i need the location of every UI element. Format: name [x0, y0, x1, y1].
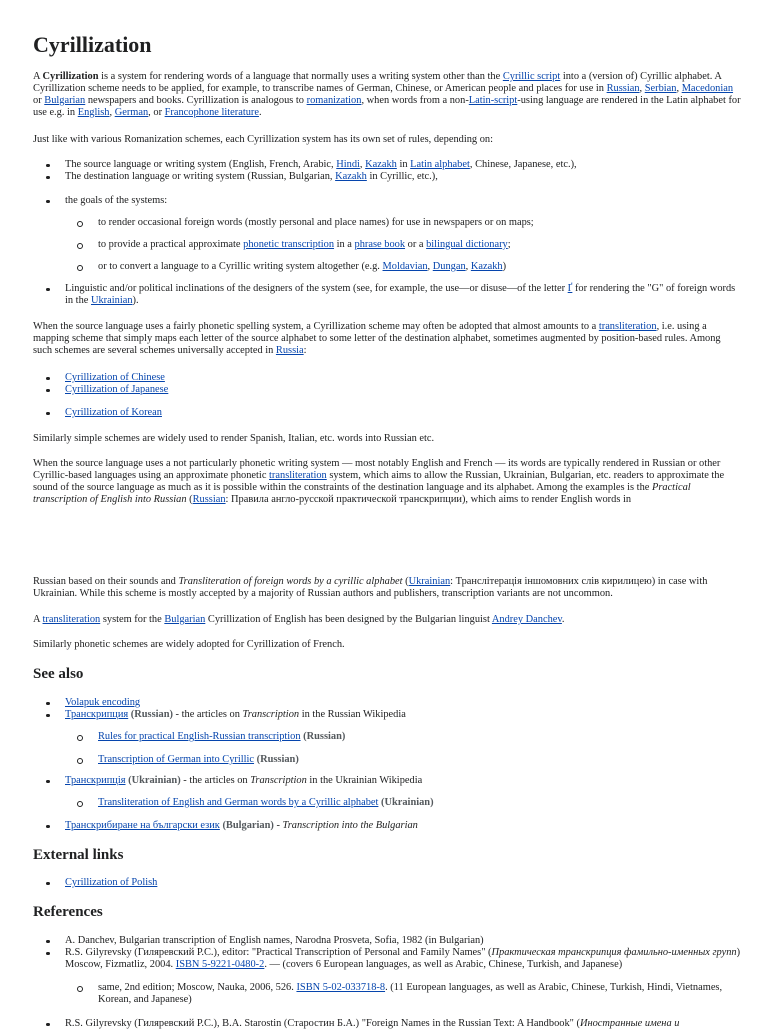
- text: or a: [405, 239, 427, 250]
- language-tag: (Bulgarian): [219, 820, 274, 831]
- goals-list: [33, 239, 741, 251]
- text: ): [502, 261, 507, 272]
- link-bulgarian[interactable]: Bulgarian: [164, 614, 206, 625]
- text: ,: [359, 159, 366, 170]
- link-cyrillization-of-korean[interactable]: Cyrillization of Korean: [65, 407, 162, 418]
- link-russian[interactable]: Russian: [606, 83, 640, 94]
- link-english[interactable]: English: [77, 107, 110, 118]
- language-tag: (Russian): [300, 731, 346, 742]
- rules-intro-paragraph: Just like with various Romanization schemes, each Cyrillization system has its own set of rules, depending on:: [33, 134, 493, 145]
- link-cyrillic-script[interactable]: Cyrillic script: [502, 71, 561, 82]
- text: The destination language or writing system (Russian, Bulgarian,: [65, 171, 336, 182]
- link-cyrillization-of-chinese[interactable]: Cyrillization of Chinese: [65, 372, 165, 383]
- list-item: the goals of the systems:: [33, 195, 741, 207]
- link-russia[interactable]: Russia: [275, 345, 304, 356]
- link-dungan[interactable]: Dungan: [432, 261, 466, 272]
- text: .: [258, 107, 262, 118]
- text: . (11 European languages, as well as Arabic, Chinese, Turkish, Hindi, Vietnames, Korean, and Japanese): [98, 982, 723, 1005]
- list-item: [33, 372, 741, 384]
- italic-title: Transliteration of foreign words by a cyrillic alphabet: [178, 576, 403, 587]
- french-paragraph: Similarly phonetic schemes are widely adopted for Cyrillization of French.: [33, 639, 345, 650]
- text: for rendering the "G" of foreign words in the: [65, 283, 736, 306]
- list-item: [33, 877, 741, 889]
- link-bilingual-dictionary[interactable]: bilingual dictionary: [426, 239, 508, 250]
- reference-item: A. Danchev, Bulgarian transcription of English names, Narodna Prosveta, Sofia, 1982 (in Bulgarian): [33, 935, 741, 947]
- list-item: [33, 697, 741, 709]
- italic-text: Практическая транскрипция фамильно-именных групп: [491, 947, 737, 958]
- language-tag: (Ukrainian): [125, 775, 181, 786]
- text: -: [273, 820, 283, 831]
- link-transcription-uk[interactable]: Транскрипція: [65, 775, 126, 786]
- link-francophone-literature[interactable]: Francophone literature: [164, 107, 259, 118]
- list-item: [33, 407, 741, 419]
- text: into a (version of) Cyrillic alphabet. A Cyrillization scheme needs to be applied, for example, to transcribe names of German, Chinese, or American people and places for use in: [33, 71, 722, 94]
- text: (: [402, 576, 409, 587]
- language-tag: (Russian): [254, 754, 299, 765]
- text: ) Moscow, Fizmatliz, 2004.: [65, 947, 741, 970]
- see-also-list: [33, 820, 741, 832]
- link-russian[interactable]: Russian: [192, 494, 226, 505]
- term-bold: Cyrillization: [42, 71, 99, 82]
- italic-text: Transcription: [250, 775, 307, 786]
- text: ,: [639, 83, 645, 94]
- references-list: [33, 1018, 741, 1030]
- text: - the articles on: [172, 709, 243, 720]
- list-item: [33, 283, 741, 307]
- text: in Cyrillic, etc.),: [366, 171, 438, 182]
- reference-item: [33, 947, 741, 971]
- goals-list: [33, 261, 741, 273]
- text: same, 2nd edition; Moscow, Nauka, 2006, 526.: [98, 982, 297, 993]
- bulgarian-paragraph: [33, 614, 741, 626]
- link-ukrainian[interactable]: Ukrainian: [408, 576, 451, 587]
- link-macedonian[interactable]: Macedonian: [681, 83, 734, 94]
- link-latin-alphabet[interactable]: Latin alphabet: [410, 159, 470, 170]
- text: , i.e. using a mapping scheme that simply maps each letter of the source alphabet to some letter of the destination alphabet, sometimes augmented by position-based rules. Among such schemes are several schemes universally accepted in: [33, 321, 721, 356]
- list-item: [33, 171, 741, 183]
- text: in: [396, 159, 411, 170]
- text: : Транслітерація іншомовних слів кирилицею) in case with Ukrainian. While this scheme is mostly accepted by a majority of Russian authors and publishers, transcription variants are not uncommon.: [33, 576, 708, 599]
- list-item: [33, 239, 741, 251]
- text: , Chinese, Japanese, etc.),: [469, 159, 577, 170]
- italic-text: Иностранные имена и: [579, 1018, 680, 1029]
- text: , or: [148, 107, 165, 118]
- references-sublist: [33, 982, 741, 1006]
- text: The source language or writing system (English, French, Arabic,: [65, 159, 337, 170]
- rules-list-goals: [33, 195, 741, 207]
- reference-item: [33, 1018, 741, 1030]
- link-latin-script[interactable]: Latin-script: [468, 95, 518, 106]
- link-bulgarian[interactable]: Bulgarian: [44, 95, 86, 106]
- text: R.S. Gilyrevsky (Гиляревский Р.С.), editor: "Practical Transcription of Personal and Family Names" (: [65, 947, 492, 958]
- text: :: [303, 345, 307, 356]
- text: .: [561, 614, 565, 625]
- see-also-list: [33, 697, 741, 721]
- text: A: [33, 71, 43, 82]
- page-title: Cyrillization: [33, 32, 152, 57]
- text: -using language are rendered in the Latin alphabet for use e.g. in: [33, 95, 741, 118]
- list-item: [33, 775, 741, 787]
- text: or to convert a language to a Cyrillic writing system altogether (e.g.: [98, 261, 383, 272]
- link-rules-english-russian[interactable]: Rules for practical English-Russian transcription: [98, 731, 301, 742]
- link-cyrillization-of-japanese[interactable]: Cyrillization of Japanese: [65, 384, 169, 395]
- text: or: [33, 95, 45, 106]
- link-cyrillization-of-polish[interactable]: Cyrillization of Polish: [65, 877, 158, 888]
- text: is a system for rendering words of a language that normally uses a writing system other than the: [98, 71, 503, 82]
- text: When the source language uses a fairly phonetic spelling system, a Cyrillization scheme may often be adopted that almost amounts to a: [33, 321, 599, 332]
- text: ;: [507, 239, 511, 250]
- language-tag: (Russian): [128, 709, 173, 720]
- link-transliteration-english-german[interactable]: Transliteration of English and German words by a Cyrillic alphabet: [98, 797, 379, 808]
- goals-list: [33, 217, 741, 229]
- link-transliteration[interactable]: transliteration: [598, 321, 657, 332]
- text: ).: [132, 295, 139, 306]
- references-list: [33, 935, 741, 971]
- text: ,: [465, 261, 471, 272]
- text: in the Russian Wikipedia: [299, 709, 406, 720]
- link-phrase-book[interactable]: phrase book: [354, 239, 406, 250]
- list-item: [33, 754, 741, 766]
- link-kazakh[interactable]: Kazakh: [365, 159, 397, 170]
- list-item: [33, 731, 741, 743]
- link-transcription-ru[interactable]: Транскрипция: [65, 709, 129, 720]
- see-also-sublist: [33, 797, 741, 809]
- link-transcription-bg[interactable]: Транскрибиране на български език: [65, 820, 220, 831]
- external-links-heading: External links: [33, 847, 124, 863]
- text: When the source language uses a not particularly phonetic writing system — most notably English and French — its words are typically rendered in Russian or other Cyrillic-based languages using an approximate phonetic: [33, 458, 721, 481]
- text: in the Ukrainian Wikipedia: [306, 775, 423, 786]
- link-kazakh[interactable]: Kazakh: [470, 261, 503, 272]
- text: R.S. Gilyrevsky (Гиляревский Р.С.), B.A. Starostin (Старостин Б.А.) "Foreign Names in the Russian Text: A Handbook" (: [65, 1018, 580, 1029]
- text: (: [186, 494, 193, 505]
- italic-text: Transcription: [242, 709, 300, 720]
- text: in a: [334, 239, 355, 250]
- phonetic-paragraph: [33, 321, 741, 357]
- text: A: [33, 614, 43, 625]
- link-hindi[interactable]: Hindi: [336, 159, 360, 170]
- text: system, which aims to allow the Russian, Ukrainian, Bulgarian, etc. readers to approximate the sound of the source language as much as it is possible within the constraints of the destination language and its alphabet. Among the examples is the: [33, 470, 725, 493]
- list-item: [33, 709, 741, 721]
- text: system for the: [100, 614, 165, 625]
- list-item: [33, 820, 741, 832]
- schemes-list: [33, 372, 741, 396]
- text: , when words from a non-: [361, 95, 469, 106]
- link-isbn[interactable]: ISBN 5-02-033718-8: [296, 982, 386, 993]
- link-transliteration[interactable]: transliteration: [42, 614, 101, 625]
- references-heading: References: [33, 904, 103, 920]
- link-german[interactable]: German: [114, 107, 149, 118]
- rules-list: [33, 159, 741, 183]
- link-ukrainian[interactable]: Ukrainian: [90, 295, 133, 306]
- text: ,: [427, 261, 433, 272]
- text: Cyrillization of English has been designed by the Bulgarian linguist: [205, 614, 492, 625]
- ukrainian-paragraph: [33, 576, 741, 600]
- text: . — (covers 6 European languages, as well as Arabic, Chinese, Turkish, and Japanese): [264, 959, 623, 970]
- text: ,: [109, 107, 115, 118]
- list-item: [33, 797, 741, 809]
- simple-schemes-paragraph: Similarly simple schemes are widely used to render Spanish, Italian, etc. words into Russian etc.: [33, 433, 435, 444]
- see-also-list: [33, 775, 741, 787]
- intro-paragraph: [33, 71, 741, 119]
- text: Linguistic and/or political inclinations of the designers of the system (see, for example, the use—or disuse—of the letter: [65, 283, 568, 294]
- text: - the articles on: [180, 775, 251, 786]
- reference-item: [33, 982, 741, 1006]
- link-transcription-german-cyrillic[interactable]: Transcription of German into Cyrillic: [98, 754, 255, 765]
- see-also-heading: See also: [33, 666, 84, 682]
- see-also-sublist: [33, 731, 741, 743]
- rules-list-inclinations: [33, 283, 741, 307]
- list-item: to render occasional foreign words (mostly personal and place names) for use in newspapers or on maps;: [33, 217, 741, 229]
- link-serbian[interactable]: Serbian: [644, 83, 677, 94]
- link-kazakh[interactable]: Kazakh: [335, 171, 367, 182]
- link-transliteration[interactable]: transliteration: [269, 470, 327, 481]
- italic-text: Transcription into the Bulgarian: [282, 820, 418, 831]
- text: to provide a practical approximate: [98, 239, 244, 250]
- link-andrey-danchev[interactable]: Andrey Danchev: [491, 614, 562, 625]
- link-phonetic-transcription[interactable]: phonetic transcription: [243, 239, 335, 250]
- text: Russian based on their sounds and: [33, 576, 179, 587]
- link-letter-ghe-upturn[interactable]: Ґ: [567, 283, 573, 294]
- list-item: [33, 384, 741, 396]
- not-phonetic-paragraph: [33, 458, 738, 506]
- list-item: [33, 261, 741, 273]
- text: ,: [676, 83, 682, 94]
- text: : Правила англо-русской практической транскрипции), which aims to render English words in: [225, 494, 632, 505]
- italic-title: Practical transcription of English into Russian: [33, 482, 691, 505]
- text: newspapers and books. Cyrillization is analogous to: [85, 95, 307, 106]
- link-romanization[interactable]: romanization: [306, 95, 362, 106]
- external-links-list: [33, 877, 741, 889]
- link-moldavian[interactable]: Moldavian: [382, 261, 428, 272]
- language-tag: (Ukrainian): [378, 797, 434, 808]
- link-isbn[interactable]: ISBN 5-9221-0480-2: [175, 959, 265, 970]
- link-volapuk-encoding[interactable]: Volapuk encoding: [65, 697, 141, 708]
- see-also-sublist: [33, 754, 741, 766]
- list-item: [33, 159, 741, 171]
- schemes-list: [33, 407, 741, 419]
